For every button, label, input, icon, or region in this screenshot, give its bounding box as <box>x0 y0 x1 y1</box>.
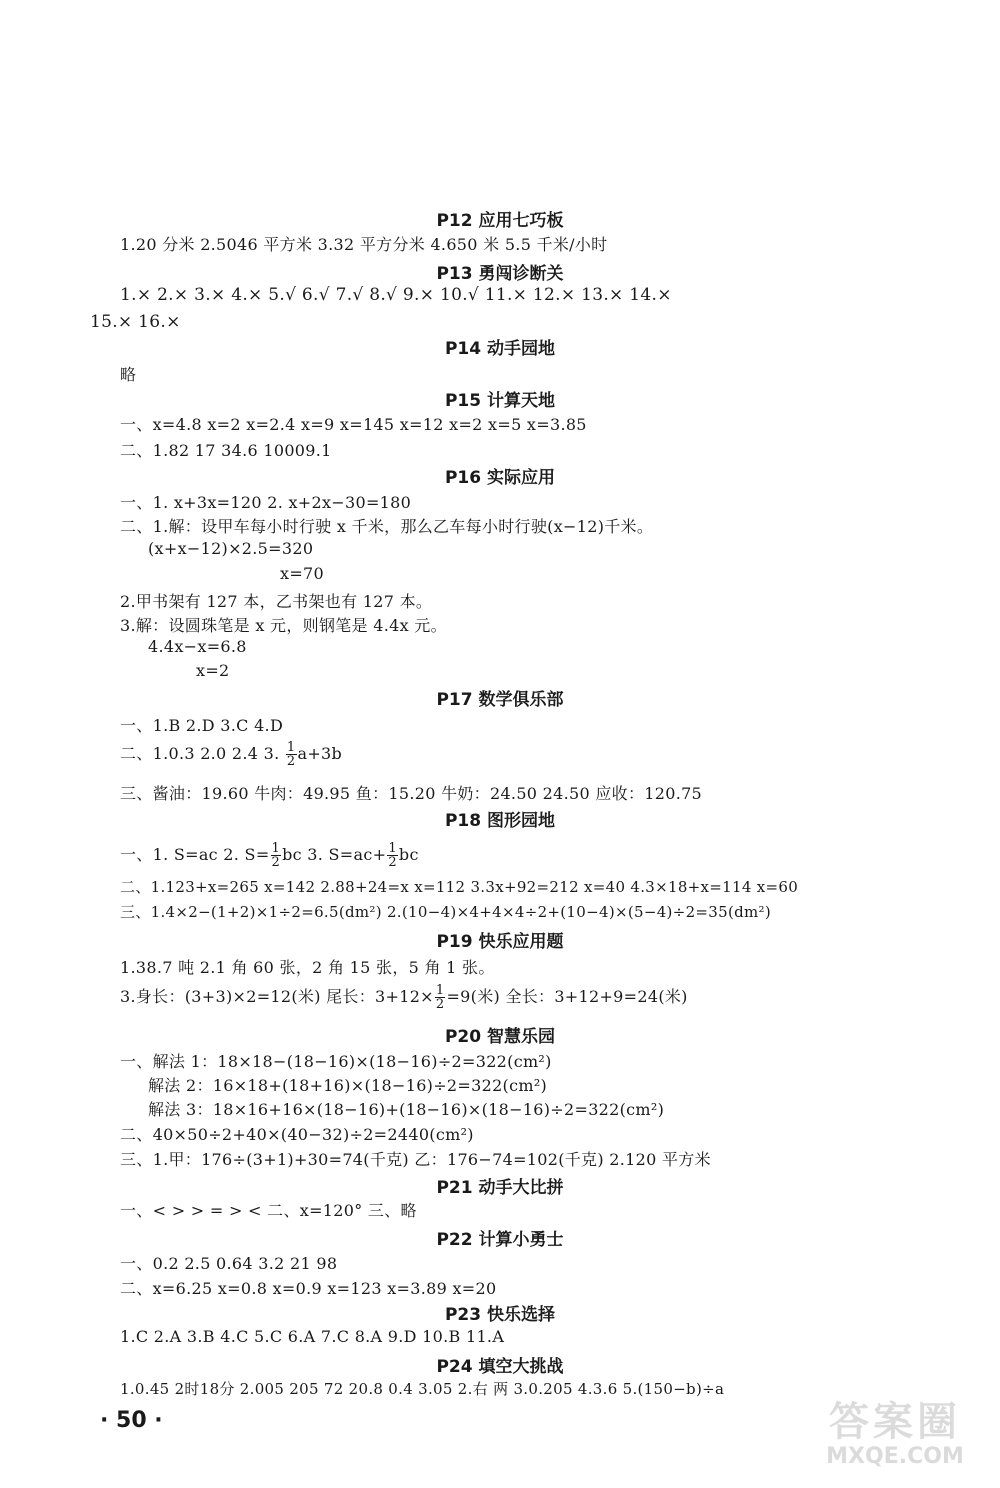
answer-line: 略 <box>120 365 137 384</box>
fraction-numerator: 1 <box>388 841 397 856</box>
page-number: · 50 · <box>100 1408 163 1433</box>
answer-line: 三、1.甲：176÷(3+1)+30=74(千克) 乙：176−74=102(千克) 2.120 平方米 <box>120 1150 711 1169</box>
section-heading-p19: P19 快乐应用题 <box>436 932 564 952</box>
answer-line: 一、x=4.8 x=2 x=2.4 x=9 x=145 x=12 x=2 x=5 x=3.85 <box>120 415 587 434</box>
answer-line: 一、0.2 2.5 0.64 3.2 21 98 <box>120 1254 338 1273</box>
watermark-url: MXQE.COM <box>826 1444 964 1469</box>
watermark-title: 答案圈 <box>829 1399 961 1445</box>
section-heading-p23: P23 快乐选择 <box>444 1305 556 1325</box>
answer-line: 二、40×50÷2+40×(40−32)÷2=2440(cm²) <box>120 1125 474 1144</box>
answer-line: 2.甲书架有 127 本，乙书架也有 127 本。 <box>120 592 433 611</box>
answer-line: 二、1.解：设甲车每小时行驶 x 千米，那么乙车每小时行驶(x−12)千米。 <box>120 517 654 536</box>
answer-line <box>120 741 342 768</box>
answer-text: bc 3. S=ac+ <box>282 845 387 864</box>
answer-text: 3.身长：(3+3)×2=12(米) 尾长：3+12× <box>120 987 434 1006</box>
answer-text: a+3b <box>297 744 343 763</box>
section-heading-p12: P12 应用七巧板 <box>436 211 564 231</box>
answer-line: x=70 <box>280 564 324 583</box>
section-heading-p21: P21 动手大比拼 <box>436 1178 564 1198</box>
answer-line: 三、酱油：19.60 牛肉：49.95 鱼：15.20 牛奶：24.50 24.50 应收：120.75 <box>120 784 703 803</box>
answer-line: 1.× 2.× 3.× 4.× 5.√ 6.√ 7.√ 8.√ 9.× 10.√ 11.× 12.× 13.× 14.× <box>120 285 672 305</box>
answer-line: 1.38.7 吨 2.1 角 60 张，2 角 15 张，5 角 1 张。 <box>120 958 495 977</box>
fraction-half <box>387 842 398 869</box>
answer-text: 二、1.0.3 2.0 2.4 3. <box>120 744 280 763</box>
answer-line: (x+x−12)×2.5=320 <box>148 539 314 558</box>
answer-line <box>120 984 688 1011</box>
answer-line: 一、解法 1：18×18−(18−16)×(18−16)÷2=322(cm²) <box>120 1052 552 1071</box>
answer-line: 一、< > > = > < 二、x=120° 三、略 <box>120 1201 417 1220</box>
fraction-numerator: 1 <box>286 740 296 755</box>
fraction-denominator: 2 <box>271 855 281 870</box>
answer-line: 二、x=6.25 x=0.8 x=0.9 x=123 x=3.89 x=20 <box>120 1279 497 1298</box>
answer-line: 三、1.4×2−(1+2)×1÷2=6.5(dm²) 2.(10−4)×4+4×4÷2+(10−4)×(5−4)÷2=35(dm²) <box>120 903 772 921</box>
answer-line: 1.20 分米 2.5046 平方米 3.32 平方分米 4.650 米 5.5 千米/小时 <box>120 235 608 254</box>
section-heading-p20: P20 智慧乐园 <box>444 1027 556 1047</box>
answer-line: x=2 <box>196 661 230 680</box>
section-heading-p13: P13 勇闯诊断关 <box>436 264 564 284</box>
section-heading-p24: P24 填空大挑战 <box>436 1357 564 1377</box>
answer-line: 二、1.123+x=265 x=142 2.88+24=x x=112 3.3x+92=212 x=40 4.3×18+x=114 x=60 <box>120 878 799 896</box>
fraction-numerator: 1 <box>271 841 281 856</box>
fraction-numerator: 1 <box>435 983 445 998</box>
fraction-denominator: 2 <box>435 997 445 1012</box>
section-heading-p22: P22 计算小勇士 <box>436 1230 564 1250</box>
answer-text: =9(米) 全长：3+12+9=24(米) <box>446 987 688 1006</box>
answer-line: 3.解：设圆珠笔是 x 元，则钢笔是 4.4x 元。 <box>120 616 447 635</box>
watermark-logo <box>800 1400 990 1480</box>
answer-line: 1.C 2.A 3.B 4.C 5.C 6.A 7.C 8.A 9.D 10.B 11.A <box>120 1327 505 1346</box>
answer-line: 解法 2：16×18+(18+16)×(18−16)÷2=322(cm²) <box>148 1076 548 1095</box>
answer-line: 一、1. x+3x=120 2. x+2x−30=180 <box>120 493 412 512</box>
fraction-denominator: 2 <box>388 855 397 870</box>
section-heading-p17: P17 数学俱乐部 <box>436 690 564 710</box>
section-heading-p16: P16 实际应用 <box>444 468 556 488</box>
answer-text: bc <box>398 845 419 864</box>
answer-line: 15.× 16.× <box>90 312 181 332</box>
section-heading-p15: P15 计算天地 <box>444 391 556 411</box>
answer-line <box>120 842 419 869</box>
section-heading-p18: P18 图形园地 <box>444 811 556 831</box>
answer-line: 二、1.82 17 34.6 10009.1 <box>120 441 332 460</box>
answer-line: 1.0.45 2时18分 2.005 205 72 20.8 0.4 3.05 2.右 两 3.0.205 4.3.6 5.(150−b)÷a <box>120 1380 725 1398</box>
fraction-half <box>435 984 446 1011</box>
section-heading-p14: P14 动手园地 <box>444 339 556 359</box>
answer-line: 4.4x−x=6.8 <box>148 637 247 656</box>
fraction-denominator: 2 <box>286 754 296 769</box>
answer-line: 一、1.B 2.D 3.C 4.D <box>120 716 284 735</box>
answer-line: 解法 3：18×16+16×(18−16)+(18−16)×(18−16)÷2=322(cm²) <box>148 1100 665 1119</box>
answer-text: 一、1. S=ac 2. S= <box>120 845 270 864</box>
fraction-half <box>271 842 282 869</box>
fraction-half <box>286 741 297 768</box>
